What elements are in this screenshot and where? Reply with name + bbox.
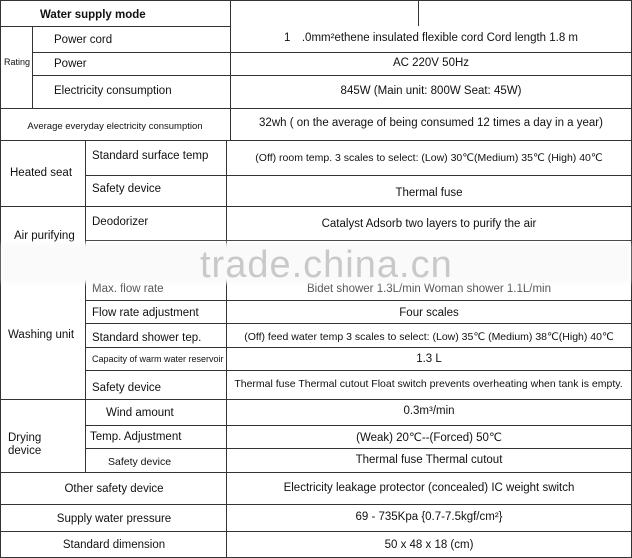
standard-dimension-value: 50 x 48 x 18 (cm) xyxy=(384,539,474,551)
shower-temp-label: Standard shower tep. xyxy=(92,332,202,344)
consumption-label: Electricity consumption xyxy=(54,85,172,97)
wind-amount-value: 0.3m³/min xyxy=(403,405,455,417)
deodorizer-label: Deodorizer xyxy=(92,216,149,228)
drying-label-2: device xyxy=(8,445,42,457)
temp-adjust-value: (Weak) 20℃--(Forced) 50℃ xyxy=(356,432,502,444)
reservoir-label: Capacity of warm water reservoir xyxy=(92,354,224,364)
average-consumption-label: Average everyday electricity consumption xyxy=(27,121,203,132)
shower-temp-value: (Off) feed water temp 3 scales to select: (Low) 35℃ (Medium) 38℃(High) 40℃ xyxy=(244,331,614,343)
consumption-value: 845W (Main unit: 800W Seat: 45W) xyxy=(340,85,522,97)
power-cord-label: Power cord xyxy=(54,34,113,46)
water-pressure-label: Supply water pressure xyxy=(56,513,172,525)
washing-unit-label: Washing unit xyxy=(8,329,75,341)
washing-safety-label: Safety device xyxy=(92,382,162,394)
other-safety-value: Electricity leakage protector (concealed) IC weight switch xyxy=(283,482,575,494)
drying-label-1: Drying xyxy=(8,432,42,444)
surface-temp-value: (Off) room temp. 3 scales to select: (Low) 30℃(Medium) 35℃ (High) 40℃ xyxy=(255,152,603,164)
wind-amount-label: Wind amount xyxy=(106,407,174,419)
standard-dimension-label: Standard dimension xyxy=(62,539,166,551)
seat-safety-value: Thermal fuse xyxy=(395,187,463,199)
air-purifying-label: Air purifying xyxy=(14,230,75,242)
power-cord-value: 1 .0mm²ethene insulated flexible cord Cord length 1.8 m xyxy=(283,32,579,44)
average-consumption-value: 32wh ( on the average of being consumed 12 times a day in a year) xyxy=(259,117,603,129)
washing-safety-value: Thermal fuse Thermal cutout Float switch prevents overheating when tank is empty. xyxy=(234,378,623,390)
deodorizer-value: Catalyst Adsorb two layers to purify the air xyxy=(321,218,537,230)
surface-temp-label: Standard surface temp xyxy=(92,150,209,162)
watermark: trade.china.cn xyxy=(200,244,453,286)
power-label: Power xyxy=(54,58,87,70)
water-pressure-value: 69 - 735Kpa {0.7-7.5kgf/cm²} xyxy=(355,511,503,523)
reservoir-value: 1.3 L xyxy=(416,353,442,365)
drying-safety-label: Safety device xyxy=(108,456,172,468)
rating-group-label: Rating xyxy=(4,57,31,67)
power-value: AC 220V 50Hz xyxy=(392,57,470,69)
water-supply-mode-header: Water supply mode xyxy=(40,9,146,21)
drying-safety-value: Thermal fuse Thermal cutout xyxy=(355,454,503,466)
other-safety-label: Other safety device xyxy=(64,483,164,495)
max-flow-value: Bidet shower 1.3L/min Woman shower 1.1L/min xyxy=(307,283,551,295)
temp-adjust-label: Temp. Adjustment xyxy=(90,431,182,443)
max-flow-label: Max. flow rate xyxy=(92,283,164,295)
seat-safety-label: Safety device xyxy=(92,183,162,195)
heated-seat-label: Heated seat xyxy=(10,167,73,179)
flow-adjust-value: Four scales xyxy=(399,307,459,319)
flow-adjust-label: Flow rate adjustment xyxy=(92,307,199,319)
